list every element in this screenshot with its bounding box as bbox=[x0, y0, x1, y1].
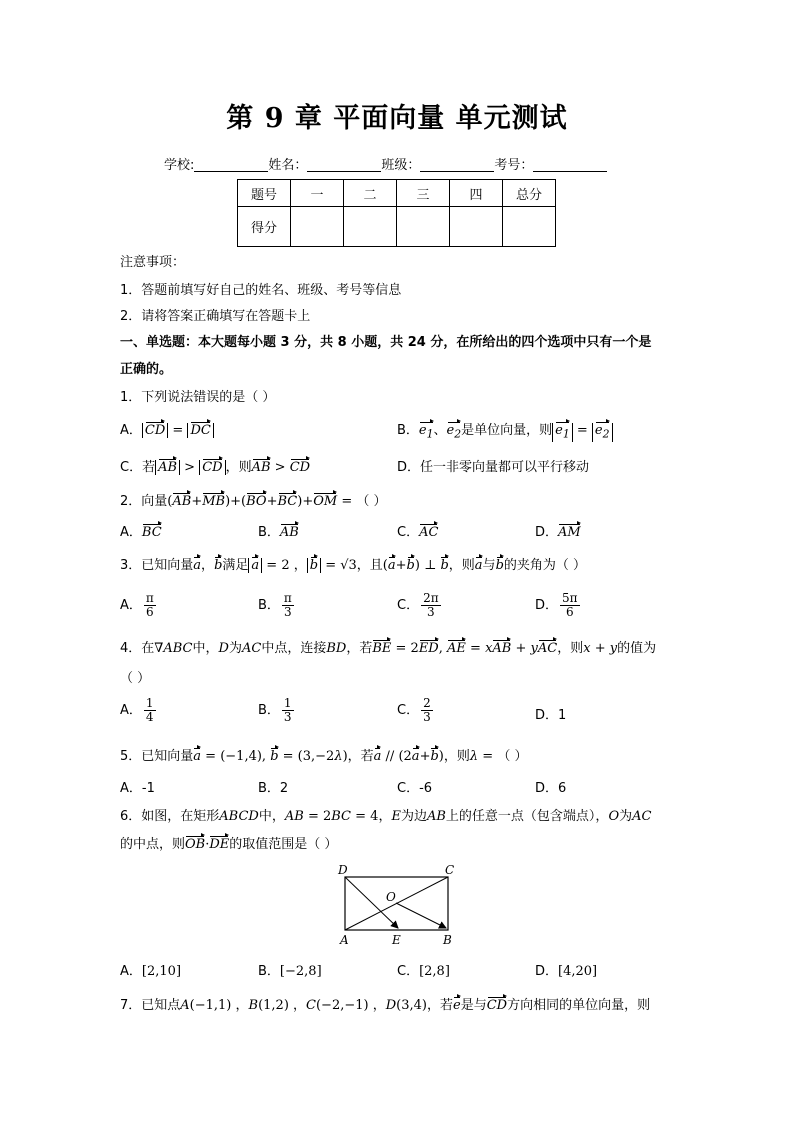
q6-stem: 6．如图，在矩形ABCD中，AB = 2BC = 4，E为边AB上的任意一点（包含端点），O为AC bbox=[120, 809, 652, 824]
q1-option-a: A． CD = DC bbox=[120, 419, 214, 438]
option-label: B． bbox=[258, 703, 280, 718]
fraction-numerator: π bbox=[145, 591, 154, 605]
section-heading-cont: 正确的。 bbox=[120, 362, 173, 377]
q4-text: ，若 bbox=[346, 641, 373, 656]
name-label: 姓名： bbox=[268, 158, 308, 173]
q4-option-a bbox=[120, 697, 158, 724]
q1-option-b: B．$e_1$、$e_2$是单位向量，则 $e_1 = e_2$ bbox=[397, 419, 613, 442]
option-label: C． bbox=[397, 964, 420, 979]
q4-text: 为 bbox=[228, 641, 242, 656]
fraction-numerator: 1 bbox=[283, 696, 292, 710]
student-info-line bbox=[164, 154, 607, 173]
q4-text: 的值为 bbox=[617, 641, 657, 656]
fraction-numerator: 1 bbox=[145, 696, 154, 710]
q3-option-a bbox=[120, 592, 158, 619]
q2-option-d bbox=[535, 521, 581, 540]
score-cell[interactable] bbox=[503, 207, 556, 247]
score-table-header: 三 bbox=[397, 180, 450, 207]
option-label: B． bbox=[258, 964, 280, 979]
vector-text: AC bbox=[419, 525, 439, 540]
page-title: 第 9 章 平面向量 单元测试 bbox=[226, 103, 568, 134]
q6-text: 6．如图，在矩形 bbox=[120, 809, 220, 824]
range-value: −2,8 bbox=[285, 964, 317, 979]
q3-stem: 3．已知向量a，b满足 a = 2 ， b = √3，且(a+b) ⊥ b，则a与b的夹角为（ ） bbox=[120, 558, 587, 573]
score-table-header: 二 bbox=[344, 180, 397, 207]
q1-option-c: C．若 AB > CD ，则AB > CD bbox=[120, 460, 311, 475]
fraction-numerator: 5π bbox=[562, 591, 578, 605]
q1-stem: 1．下列说法错误的是（ ） bbox=[120, 390, 276, 405]
score-table-header: 一 bbox=[291, 180, 344, 207]
option-label: B． bbox=[397, 423, 419, 438]
abs-cd: CD bbox=[142, 423, 168, 438]
note-item: 1．答题前填写好自己的姓名、班级、考号等信息 bbox=[120, 283, 402, 298]
score-row-label: 得分 bbox=[238, 207, 291, 247]
option-label: D． bbox=[535, 598, 559, 613]
q4-text: 中， bbox=[192, 641, 219, 656]
label-o: O bbox=[386, 890, 396, 904]
q1-b-text: 、 bbox=[433, 423, 447, 438]
option-label: A． bbox=[120, 703, 142, 718]
q3-text: ，且 bbox=[356, 558, 383, 573]
option-label: A． bbox=[120, 423, 142, 438]
q6-option-d: D．[4,20] bbox=[535, 964, 598, 979]
score-table-header: 四 bbox=[450, 180, 503, 207]
score-cell[interactable] bbox=[450, 207, 503, 247]
q5-stem: 5．已知向量a = (−1,4), b = (3,−2λ)，若a // (2a+b)，则λ = （ ） bbox=[120, 749, 528, 764]
q4-stem: 4．在∇ABC中，D为AC中点，连接BD，若BE = 2ED, AE = xAB + yAC，则x + y的值为 bbox=[120, 641, 657, 656]
notes-heading: 注意事项： bbox=[120, 255, 186, 270]
vector-text: AB bbox=[279, 525, 299, 540]
score-cell[interactable] bbox=[344, 207, 397, 247]
q5-option-b: B．2 bbox=[258, 781, 289, 796]
q2-stem-text: 2．向量 bbox=[120, 494, 168, 509]
exam-no-label: 考号： bbox=[494, 158, 534, 173]
q6-text: 为边 bbox=[400, 809, 427, 824]
q3-text: ， bbox=[201, 558, 215, 573]
score-cell[interactable] bbox=[397, 207, 450, 247]
q3-option-b bbox=[258, 592, 296, 619]
option-label: A． bbox=[120, 964, 142, 979]
score-table-header: 总分 bbox=[503, 180, 556, 207]
label-b: B bbox=[443, 933, 452, 946]
label-a: A bbox=[340, 933, 349, 946]
q6-option-b: B．[−2,8] bbox=[258, 964, 322, 979]
q4-text: ，则 bbox=[557, 641, 584, 656]
name-blank[interactable] bbox=[307, 158, 381, 172]
fraction-denominator: 6 bbox=[146, 605, 154, 619]
q2-stem: 2．向量(AB+MB)+(BO+BC)+OM = （ ） bbox=[120, 494, 387, 509]
fraction-denominator: 3 bbox=[284, 605, 292, 619]
fraction-numerator: π bbox=[283, 591, 292, 605]
q7-text: ，若 bbox=[427, 998, 454, 1013]
class-label: 班级： bbox=[381, 158, 421, 173]
score-table-score-row bbox=[238, 207, 556, 247]
q4-text: 中点，连接 bbox=[261, 641, 327, 656]
q3-option-d bbox=[535, 592, 582, 619]
vector-ob bbox=[396, 903, 446, 928]
fraction-denominator: 3 bbox=[427, 605, 435, 619]
fraction-denominator: 3 bbox=[423, 710, 431, 724]
section-heading: 一、单选题：本大题每小题 3 分，共 8 小题，共 24 分，在所给出的四个选项中只有一个是 bbox=[120, 335, 652, 350]
q7-text: 是与 bbox=[460, 998, 487, 1013]
q6-text: 为 bbox=[619, 809, 633, 824]
q3-text: ，则 bbox=[448, 558, 475, 573]
q5-text: ，若 bbox=[347, 749, 374, 764]
fraction-denominator: 3 bbox=[283, 710, 292, 724]
exam-no-blank[interactable] bbox=[533, 158, 607, 172]
range-value: 2,10 bbox=[146, 964, 176, 979]
option-label: B． bbox=[258, 525, 280, 540]
q7-text: 7．已知点 bbox=[120, 998, 181, 1013]
q6-text: 的取值范围是（ ） bbox=[229, 837, 338, 852]
option-label: D． bbox=[535, 964, 559, 979]
vector-text: AM bbox=[558, 525, 581, 540]
range-value: 4,20 bbox=[563, 964, 593, 979]
q4-option-d: D．1 bbox=[535, 708, 567, 723]
q6-text: 中， bbox=[258, 809, 285, 824]
score-table-header-row bbox=[238, 180, 556, 207]
q6-stem-cont: 的中点，则OB·DE的取值范围是（ ） bbox=[120, 837, 338, 852]
option-label: A． bbox=[120, 598, 142, 613]
q3-option-c bbox=[397, 592, 443, 619]
q4-option-c bbox=[397, 697, 435, 724]
q2-option-a bbox=[120, 521, 162, 540]
score-table-header: 题号 bbox=[238, 180, 291, 207]
q4-option-b bbox=[258, 697, 296, 724]
note-item: 2．请将答案正确填写在答题卡上 bbox=[120, 309, 311, 324]
q5-option-d: D．6 bbox=[535, 781, 567, 796]
option-label: C． bbox=[397, 598, 420, 613]
q2-option-b bbox=[258, 521, 299, 540]
q5-option-c: C．-6 bbox=[397, 781, 433, 796]
q1-option-d: D．任一非零向量都可以平行移动 bbox=[397, 460, 590, 475]
label-c: C bbox=[445, 863, 455, 877]
q6-text: ， bbox=[378, 809, 392, 824]
q4-text: 4．在 bbox=[120, 641, 155, 656]
option-label: C．若 bbox=[120, 460, 156, 475]
q1-c-text: ，则 bbox=[225, 460, 252, 475]
range-value: 2,8 bbox=[424, 964, 445, 979]
abs-dc: DC bbox=[187, 423, 213, 438]
q7-stem: 7．已知点A(−1,1) ，B(1,2) ，C(−2,−1) ，D(3,4)，若e是与CD方向相同的单位向量，则 bbox=[120, 998, 651, 1013]
q2-option-c bbox=[397, 521, 438, 540]
label-d: D bbox=[338, 863, 348, 877]
school-label: 学校: bbox=[164, 158, 195, 173]
rectangle-figure bbox=[335, 860, 465, 946]
q5-text: 5．已知向量 bbox=[120, 749, 194, 764]
score-cell[interactable] bbox=[291, 207, 344, 247]
option-label: B． bbox=[258, 598, 280, 613]
school-blank[interactable] bbox=[194, 158, 268, 172]
q5-option-a: A．-1 bbox=[120, 781, 155, 796]
class-blank[interactable] bbox=[420, 158, 494, 172]
q3-text: 的夹角为（ ） bbox=[503, 558, 587, 573]
q5-text: （ ） bbox=[497, 749, 528, 764]
option-label: C． bbox=[397, 525, 420, 540]
vector-text: BC bbox=[141, 525, 162, 540]
q5-text: ，则 bbox=[443, 749, 470, 764]
q3-text: 满足 bbox=[222, 558, 249, 573]
score-table bbox=[237, 179, 556, 247]
q3-text: 与 bbox=[482, 558, 496, 573]
fraction-denominator: 6 bbox=[565, 605, 574, 619]
q6-option-a: A．[2,10] bbox=[120, 964, 182, 979]
fraction-denominator: 4 bbox=[145, 710, 154, 724]
q3-text: 3．已知向量 bbox=[120, 558, 194, 573]
q1-b-text: 是单位向量，则 bbox=[461, 423, 553, 438]
q7-text: 方向相同的单位向量，则 bbox=[507, 998, 651, 1013]
q6-option-c: C．[2,8] bbox=[397, 964, 450, 979]
option-label: D． bbox=[535, 525, 559, 540]
option-label: C． bbox=[397, 703, 420, 718]
q6-text: 的中点，则 bbox=[120, 837, 186, 852]
fraction-numerator: 2 bbox=[423, 696, 431, 710]
q6-text: 上的任意一点（包含端点）， bbox=[445, 809, 609, 824]
q4-stem-cont: （ ） bbox=[120, 671, 151, 686]
option-label: A． bbox=[120, 525, 142, 540]
q2-stem-text: （ ） bbox=[356, 494, 387, 509]
fraction-numerator: 2π bbox=[423, 591, 439, 605]
label-e: E bbox=[392, 933, 401, 946]
